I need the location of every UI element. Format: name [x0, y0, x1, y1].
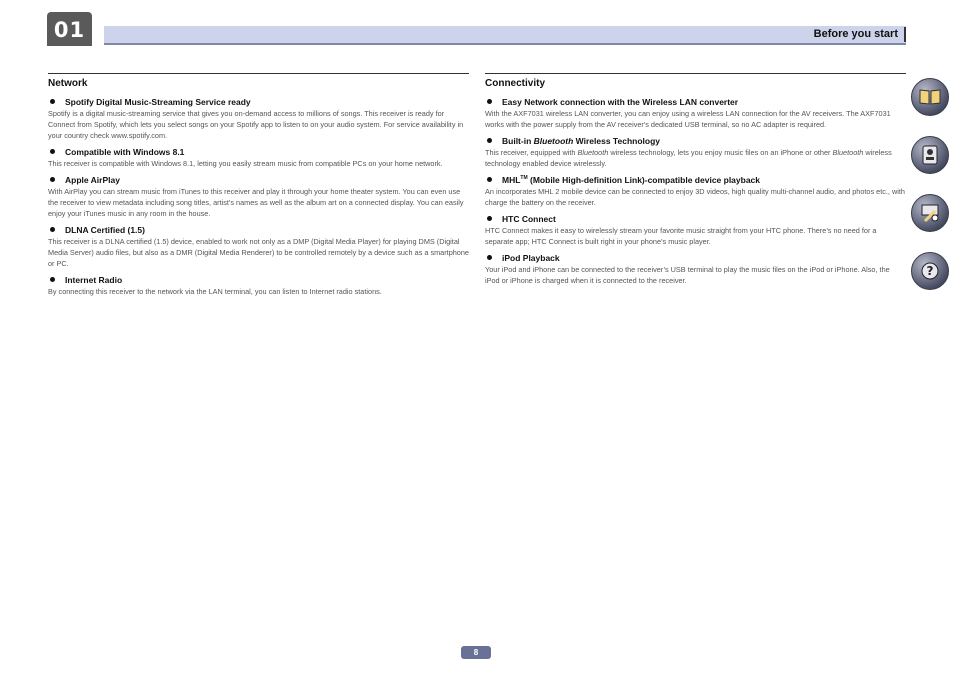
item-head-text: Apple AirPlay — [65, 175, 120, 185]
bullet-icon — [487, 99, 492, 104]
item-head — [48, 147, 469, 157]
bullet-icon — [50, 227, 55, 232]
svg-text:?: ? — [926, 264, 934, 278]
item-head — [48, 175, 469, 185]
header-endcap — [904, 27, 906, 42]
book-icon[interactable] — [911, 78, 949, 116]
item-head — [485, 253, 906, 263]
item-head-text: (Mobile High-definition Link)-compatible device playback — [527, 175, 761, 185]
settings-tools-icon[interactable] — [911, 194, 949, 232]
bullet-icon — [487, 255, 492, 260]
item-body: HTC Connect makes it easy to wirelessly stream your favorite music straight from your HTC phone. There’s no need for a separate app; HTC Connect is built right in your phone’s music player. — [485, 226, 877, 246]
item-body-text: wireless technology enabled device wirelessly. — [485, 148, 892, 168]
help-icon[interactable] — [911, 252, 949, 290]
header-title: Before you start — [813, 28, 898, 40]
item-head-text: Wireless Technology — [573, 136, 660, 146]
item-body: This receiver is compatible with Windows 8.1, letting you easily stream music from compatible PCs on your home network. — [48, 159, 443, 168]
bullet-icon — [50, 177, 55, 182]
item-body-emphasis: Bluetooth — [832, 148, 864, 157]
item-head-emphasis: Bluetooth — [533, 136, 574, 146]
item-body: An incorporates MHL 2 mobile device can be connected to enjoy 3D videos, high quality multi-channel audio, and photos etc., with charge the battery on the receiver. — [485, 187, 905, 207]
bullet-icon — [50, 149, 55, 154]
remote-control-icon[interactable] — [911, 136, 949, 174]
side-nav — [911, 78, 951, 310]
header-bar — [104, 26, 906, 45]
chapter-badge: 01 — [47, 12, 92, 46]
item-head-text: iPod Playback — [502, 253, 560, 263]
item-body: Spotify is a digital music-streaming service that gives you on-demand access to millions of songs. This receiver is ready for Connect from Spotify, which lets you select songs on your Spotify app to listen to on your audio system. For service availability in your country check www.spotify.com. — [48, 109, 464, 140]
item-head-text: HTC Connect — [502, 214, 556, 224]
item-head-text: Compatible with Windows 8.1 — [65, 147, 185, 157]
network-section — [48, 73, 469, 303]
item-head-text: MHL — [502, 175, 521, 185]
item-body — [485, 147, 906, 169]
item-head — [485, 175, 906, 185]
item-head — [485, 97, 906, 107]
item-head-text: DLNA Certified (1.5) — [65, 225, 145, 235]
item-body-emphasis: Bluetooth — [577, 148, 609, 157]
trademark-sup: TM — [520, 175, 528, 182]
connectivity-section — [485, 73, 906, 292]
section-title-connectivity: Connectivity — [485, 73, 906, 91]
item-body: With the AXF7031 wireless LAN converter, you can enjoy using a wireless LAN connection for the AV receivers. The AXF7031 works with the power supply from the AV receiver's dedicated USB terminal, so no AC adapter is required. — [485, 109, 891, 129]
bullet-icon — [487, 177, 492, 182]
item-body: With AirPlay you can stream music from iTunes to this receiver and play it through your home theater system. You can even use the receiver to view metadata including song titles, artist’s names as well as the album art on a connected display. You can easily enjoy your iTunes music in any room in the house. — [48, 187, 464, 218]
item-head — [48, 97, 469, 107]
item-head-text: Easy Network connection with the Wireless LAN converter — [502, 97, 739, 107]
item-head — [485, 136, 906, 146]
item-head-text: Internet Radio — [65, 275, 123, 285]
item-head-text: Spotify Digital Music-Streaming Service ready — [65, 97, 251, 107]
item-body-text: This receiver, equipped with — [485, 148, 578, 157]
item-body: Your iPod and iPhone can be connected to the receiver’s USB terminal to play the music files on the iPod or iPhone. Also, the iPod or iPhone is charged when it is connected to the receiver. — [485, 265, 890, 285]
item-head — [48, 275, 469, 285]
item-body-text: wireless technology, lets you enjoy music files on an iPhone or other — [608, 148, 833, 157]
page-number: 8 — [461, 646, 491, 659]
bullet-icon — [50, 277, 55, 282]
bullet-icon — [50, 99, 55, 104]
section-title-network: Network — [48, 73, 469, 91]
bullet-icon — [487, 138, 492, 143]
item-body: By connecting this receiver to the network via the LAN terminal, you can listen to Internet radio stations. — [48, 287, 382, 296]
item-head — [485, 214, 906, 224]
item-head — [48, 225, 469, 235]
item-body: This receiver is a DLNA certified (1.5) device, enabled to work not only as a DMP (Digital Media Player) for playing DMS (Digital Media Server) audio files, but also as a DMR (Digital Media Renderer) to be controlled remotely by a device such as a smartphone or PC. — [48, 237, 469, 268]
bullet-icon — [487, 216, 492, 221]
item-head-text: Built-in — [502, 136, 534, 146]
